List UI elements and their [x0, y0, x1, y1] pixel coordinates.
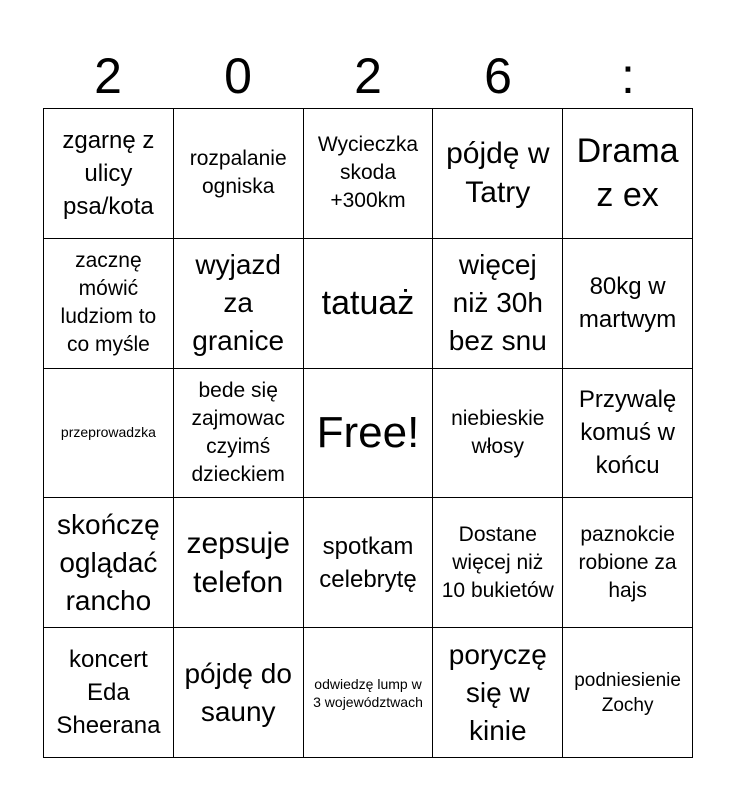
bingo-cell[interactable]: 80kg w martwym [563, 239, 693, 369]
bingo-cell[interactable]: odwiedzę lump w 3 województwach [304, 628, 434, 758]
bingo-cell[interactable]: Przywalę komuś w końcu [563, 369, 693, 499]
header-letter-2: 0 [224, 48, 252, 104]
bingo-cell[interactable]: Wycieczka skoda +300km [304, 109, 434, 239]
bingo-cell[interactable]: bede się zajmowac czyimś dzieckiem [174, 369, 304, 499]
bingo-cell[interactable]: niebieskie włosy [433, 369, 563, 499]
bingo-cell[interactable]: paznokcie robione za hajs [563, 498, 693, 628]
bingo-cell[interactable]: podniesienie Zochy [563, 628, 693, 758]
bingo-cell[interactable]: zepsuje telefon [174, 498, 304, 628]
bingo-cell[interactable]: spotkam celebrytę [304, 498, 434, 628]
bingo-cell[interactable]: wyjazd za granice [174, 239, 304, 369]
bingo-cell[interactable]: rozpalanie ogniska [174, 109, 304, 239]
bingo-board [43, 108, 693, 758]
bingo-cell[interactable]: zgarnę z ulicy psa/kota [44, 109, 174, 239]
header-letter-4: 6 [484, 48, 512, 104]
bingo-cell[interactable]: tatuaż [304, 239, 434, 369]
bingo-cell-free[interactable]: Free! [304, 369, 434, 499]
bingo-cell[interactable]: przeprowadzka [44, 369, 174, 499]
bingo-cell[interactable]: poryczę się w kinie [433, 628, 563, 758]
bingo-cell[interactable]: Drama z ex [563, 109, 693, 239]
header-letter-1: 2 [94, 48, 122, 104]
bingo-cell[interactable]: pójdę do sauny [174, 628, 304, 758]
bingo-cell[interactable]: pójdę w Tatry [433, 109, 563, 239]
bingo-cell[interactable]: skończę oglądać rancho [44, 498, 174, 628]
header-letter-3: 2 [354, 48, 382, 104]
bingo-cell[interactable]: więcej niż 30h bez snu [433, 239, 563, 369]
bingo-cell[interactable]: Dostane więcej niż 10 bukietów [433, 498, 563, 628]
bingo-cell[interactable]: koncert Eda Sheerana [44, 628, 174, 758]
bingo-header [43, 44, 693, 108]
header-letter-5: : [621, 48, 635, 104]
bingo-cell[interactable]: zacznę mówić ludziom to co myśle [44, 239, 174, 369]
